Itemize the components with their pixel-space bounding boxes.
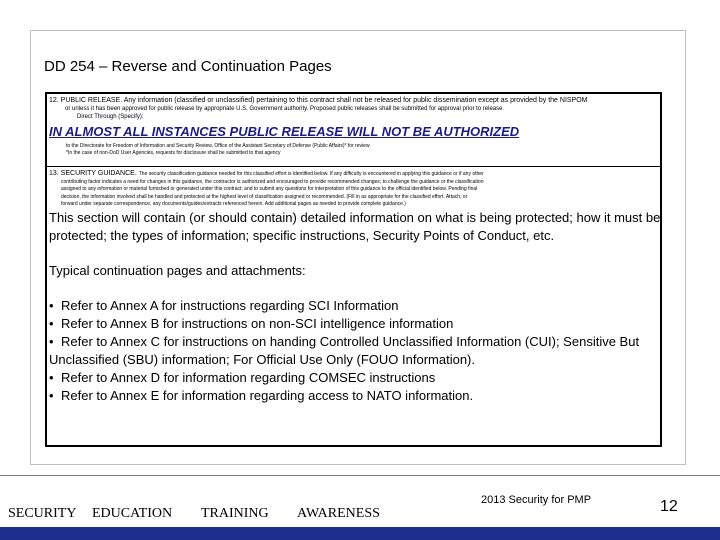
section-13-header-text: The security classification guidance needed for this classified effort is identified below. If any difficulty is encountered in applying this guidance or if any other bbox=[138, 171, 484, 177]
section-13-label: 13. SECURITY GUIDANCE. bbox=[49, 170, 137, 177]
public-release-warning: IN ALMOST ALL INSTANCES PUBLIC RELEASE WILL NOT BE AUTHORIZED bbox=[49, 124, 520, 139]
annex-e-text: Refer to Annex E for information regarding access to NATO information. bbox=[61, 388, 474, 403]
bullet-icon: • bbox=[49, 388, 54, 403]
footer-education: EDUCATION bbox=[92, 506, 173, 521]
section-13-body3: decision, the information involved shall be handled and protected at the highest level of classification assigned or recommended. (Fill in as appropriate for the classified effort. Attach, or bbox=[61, 193, 468, 200]
bullet-icon: • bbox=[49, 334, 54, 349]
bullet-icon: • bbox=[49, 298, 54, 313]
section-13-body1: contributing factor indicates a need for changes in this guidance, the contractor is authorized and encouraged to provide recommended changes; to challenge the guidance or the classification bbox=[61, 178, 484, 185]
main-paragraph-2: Typical continuation pages and attachments: bbox=[49, 263, 306, 278]
bullet-icon: • bbox=[49, 316, 54, 331]
footer-awareness: AWARENESS bbox=[297, 506, 380, 521]
slide-title: DD 254 – Reverse and Continuation Pages bbox=[44, 58, 332, 75]
section-13-header bbox=[49, 170, 659, 179]
annex-b-text: Refer to Annex B for instructions on non-SCI intelligence information bbox=[61, 316, 454, 331]
page-number: 12 bbox=[660, 498, 678, 515]
section-13-security-guidance bbox=[49, 170, 659, 209]
footer-security: SECURITY bbox=[8, 506, 77, 521]
footer-bar bbox=[0, 527, 720, 540]
section-13-body2: assigned to any information or material furnished or generated under this contract; and to submit any questions for interpretation of this guidance to the official identified below. Pending final bbox=[61, 186, 478, 192]
section-12-label: 12. PUBLIC RELEASE. bbox=[49, 97, 123, 104]
bullet-icon: • bbox=[49, 370, 54, 385]
section-12-line5: *In the case of non-DoD User Agencies, requests for disclosure shall be submitted to that agency bbox=[66, 150, 281, 156]
footer-divider bbox=[0, 475, 720, 476]
annex-a-text: Refer to Annex A for instructions regarding SCI Information bbox=[61, 298, 399, 313]
section-12-header-text: Any information (classified or unclassified) pertaining to this contract shall not be released for public dissemination except as provided by the NISPOM bbox=[123, 97, 588, 104]
main-content bbox=[49, 209, 661, 405]
annex-c-text: Refer to Annex C for instructions on handing Controlled Unclassified Information (CUI); Sensitive But Unclassified (SBU) information; For Official Use Only (FOUO Information). bbox=[49, 334, 640, 367]
footer-course-label: 2013 Security for PMP bbox=[481, 494, 592, 506]
section-12-continued bbox=[66, 143, 626, 157]
section-12-header bbox=[49, 97, 649, 105]
section-13-body4: forward under separate correspondence, any documents/guides/extracts referenced herein. Add additional pages as needed to provide complete guidance.) bbox=[61, 201, 406, 207]
main-paragraph-1: This section will contain (or should contain) detailed information on what is being protected; how it must be protected; the types of information; specific instructions, Security Points of Conduct, etc. bbox=[49, 210, 661, 243]
list-item bbox=[49, 333, 661, 369]
annex-list bbox=[49, 297, 661, 405]
section-divider bbox=[45, 166, 662, 167]
section-12-public-release bbox=[49, 97, 649, 121]
list-item bbox=[49, 315, 661, 333]
section-12-line2: or unless it has been approved for public release by appropriate U.S. Government authority. Proposed public releases shall be submitted for approval prior to release bbox=[65, 106, 503, 112]
list-item bbox=[49, 369, 661, 387]
annex-d-text: Refer to Annex D for information regarding COMSEC instructions bbox=[61, 370, 436, 385]
footer-training: TRAINING bbox=[201, 506, 269, 521]
list-item bbox=[49, 387, 661, 405]
list-item bbox=[49, 297, 661, 315]
section-12-line3: Direct Through (Specify): bbox=[77, 114, 144, 120]
section-12-line4: to the Directorate for Freedom of Information and Security Review, Office of the Assistant Secretary of Defense (Public Affairs)* for review bbox=[66, 143, 370, 149]
